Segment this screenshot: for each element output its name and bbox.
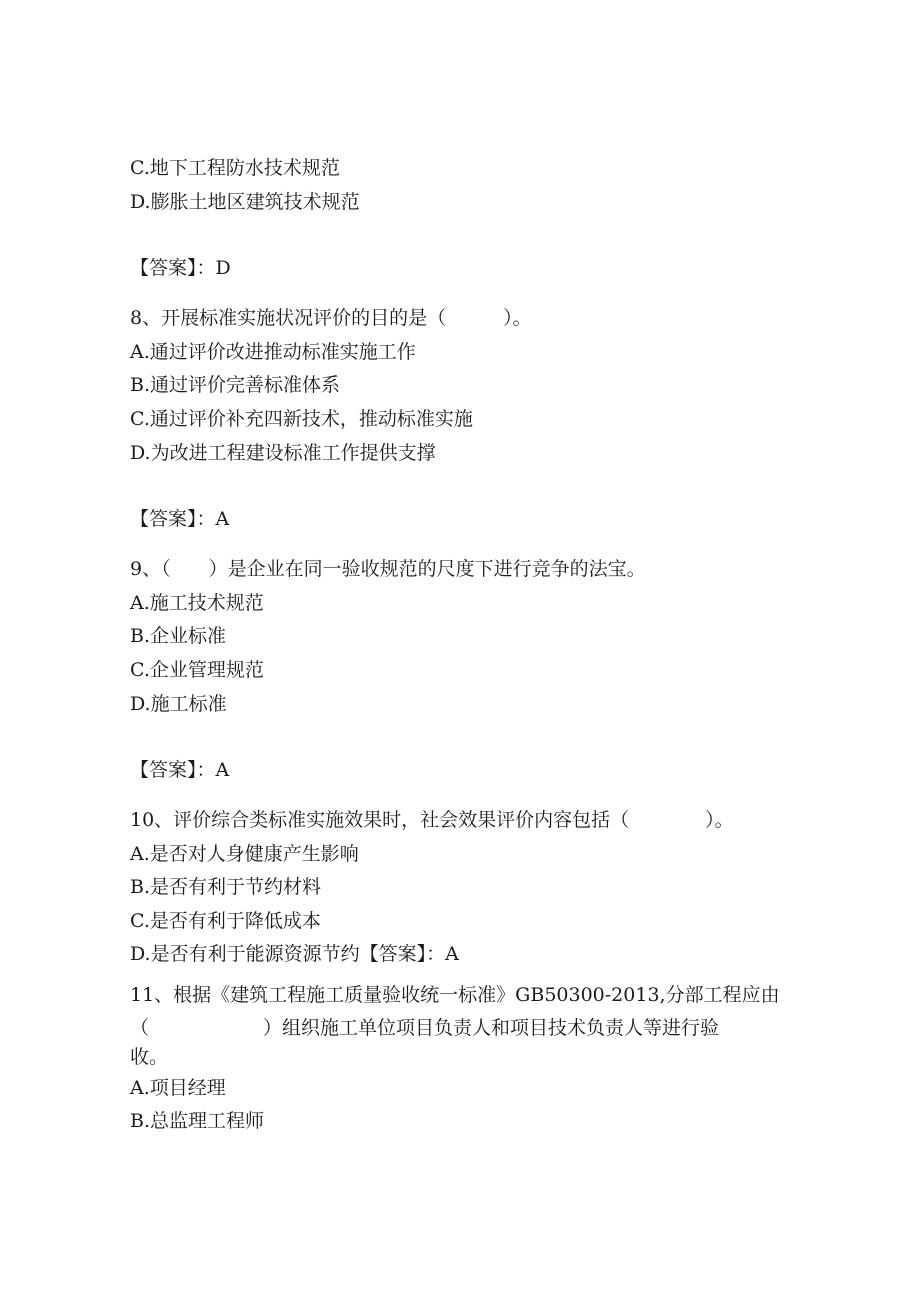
- q10-option-b: B.是否有利于节约材料: [130, 876, 322, 898]
- q7-option-d: D.膨胀土地区建筑技术规范: [130, 191, 360, 213]
- q8-option-a: A.通过评价改进推动标准实施工作: [130, 341, 416, 363]
- q8-option-d: D.为改进工程建设标准工作提供支撑: [130, 442, 436, 464]
- q11-question-line1: 11、根据《建筑工程施工质量验收统一标准》GB50300-2013,分部工程应由: [130, 984, 780, 1006]
- q8-question: 8、开展标准实施状况评价的目的是（ ）。: [130, 307, 532, 329]
- q11-question-line3: 收。: [130, 1046, 169, 1068]
- q8-option-b: B.通过评价完善标准体系: [130, 374, 341, 396]
- q9-option-d: D.施工标准: [130, 693, 227, 715]
- q11-option-a: A.项目经理: [130, 1077, 226, 1099]
- q9-question: 9、（ ）是企业在同一验收规范的尺度下进行竞争的法宝。: [130, 558, 646, 580]
- q8-answer: 【答案】：A: [130, 508, 230, 530]
- q11-question-line2: （ ）组织施工单位项目负责人和项目技术负责人等进行验: [130, 1017, 720, 1039]
- q10-option-d: D.是否有利于能源资源节约【答案】：A: [130, 943, 459, 965]
- q11-option-b: B.总监理工程师: [130, 1110, 265, 1132]
- q9-option-b: B.企业标准: [130, 625, 227, 647]
- q7-option-c: C.地下工程防水技术规范: [130, 157, 340, 179]
- q9-option-c: C.企业管理规范: [130, 659, 264, 681]
- q8-option-c: C.通过评价补充四新技术，推动标准实施: [130, 408, 473, 430]
- q9-option-a: A.施工技术规范: [130, 592, 264, 614]
- q7-answer: 【答案】：D: [130, 257, 231, 279]
- q9-answer: 【答案】：A: [130, 759, 230, 781]
- q10-option-c: C.是否有利于降低成本: [130, 910, 321, 932]
- q10-option-a: A.是否对人身健康产生影响: [130, 843, 359, 865]
- q10-question: 10、评价综合类标准实施效果时，社会效果评价内容包括（ ）。: [130, 809, 734, 831]
